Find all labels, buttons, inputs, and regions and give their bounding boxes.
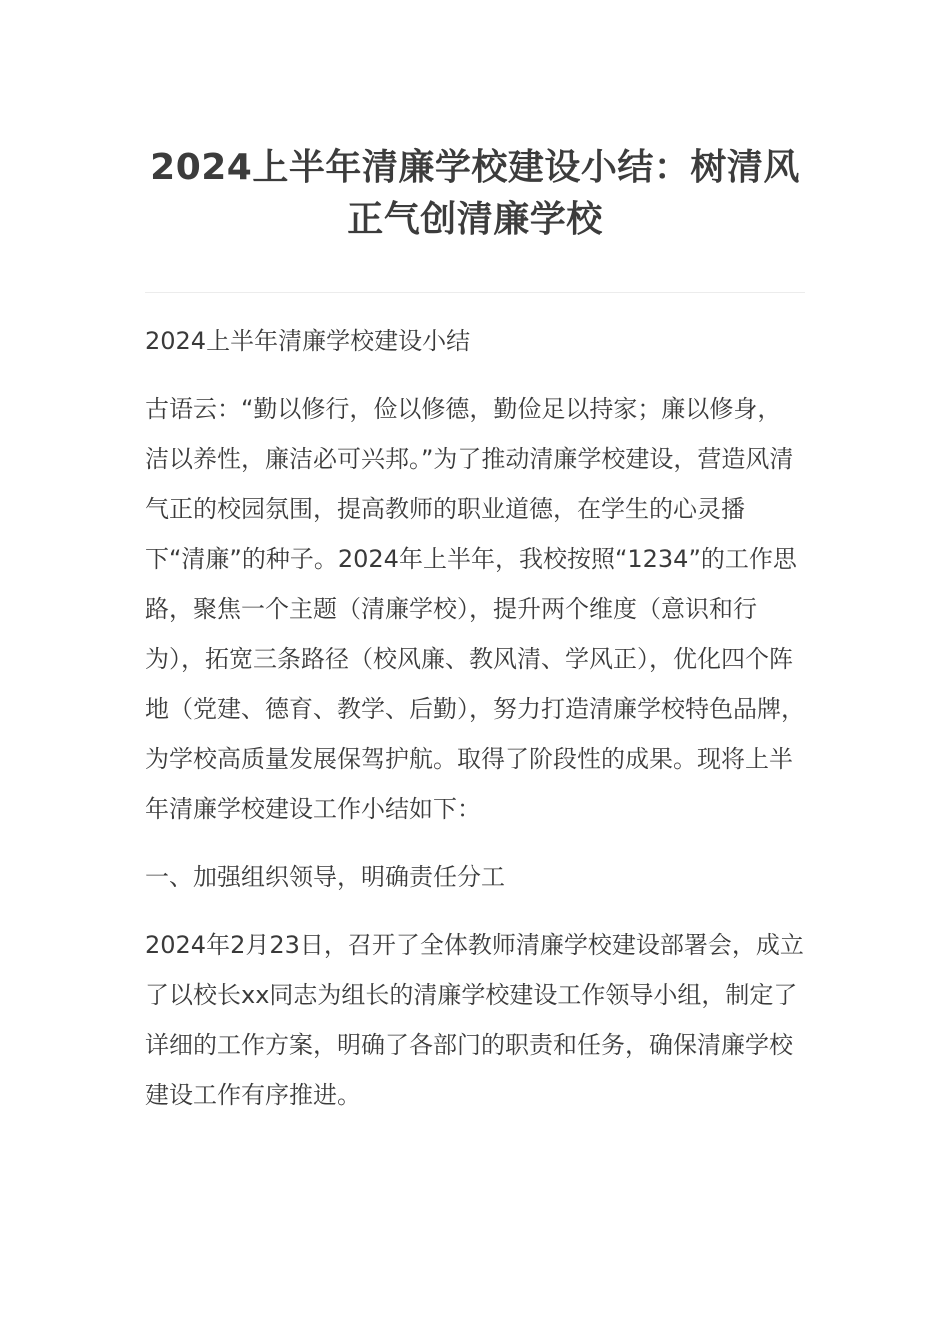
document-title: 2024上半年清廉学校建设小结：树清风正气创清廉学校 <box>150 147 800 241</box>
section-paragraph: 2024年2月23日，召开了全体教师清廉学校建设部署会，成立了以校长xx同志为组长的清廉学校建设工作领导小组，制定了详细的工作方案，明确了各部门的职责和任务，确保清廉学校建设工作有序推进。 <box>145 931 804 1109</box>
title-divider <box>145 292 805 293</box>
document-body <box>145 316 805 1138</box>
intro-paragraph: 古语云：“勤以修行，俭以修德，勤俭足以持家；廉以修身，洁以养性，廉洁必可兴邦。”为了推动清廉学校建设，营造风清气正的校园氛围，提高教师的职业道德，在学生的心灵播下“清廉”的种子。2024年上半年，我校按照“1234”的工作思路，聚焦一个主题（清廉学校），提升两个维度（意识和行为），拓宽三条路径（校风廉、教风清、学风正），优化四个阵地（党建、德育、教学、后勤），努力打造清廉学校特色品牌，为学校高质量发展保驾护航。取得了阶段性的成果。现将上半年清廉学校建设工作小结如下： <box>145 395 805 823</box>
subtitle-paragraph: 2024上半年清廉学校建设小结 <box>145 327 471 355</box>
section-heading: 一、加强组织领导，明确责任分工 <box>145 863 505 891</box>
